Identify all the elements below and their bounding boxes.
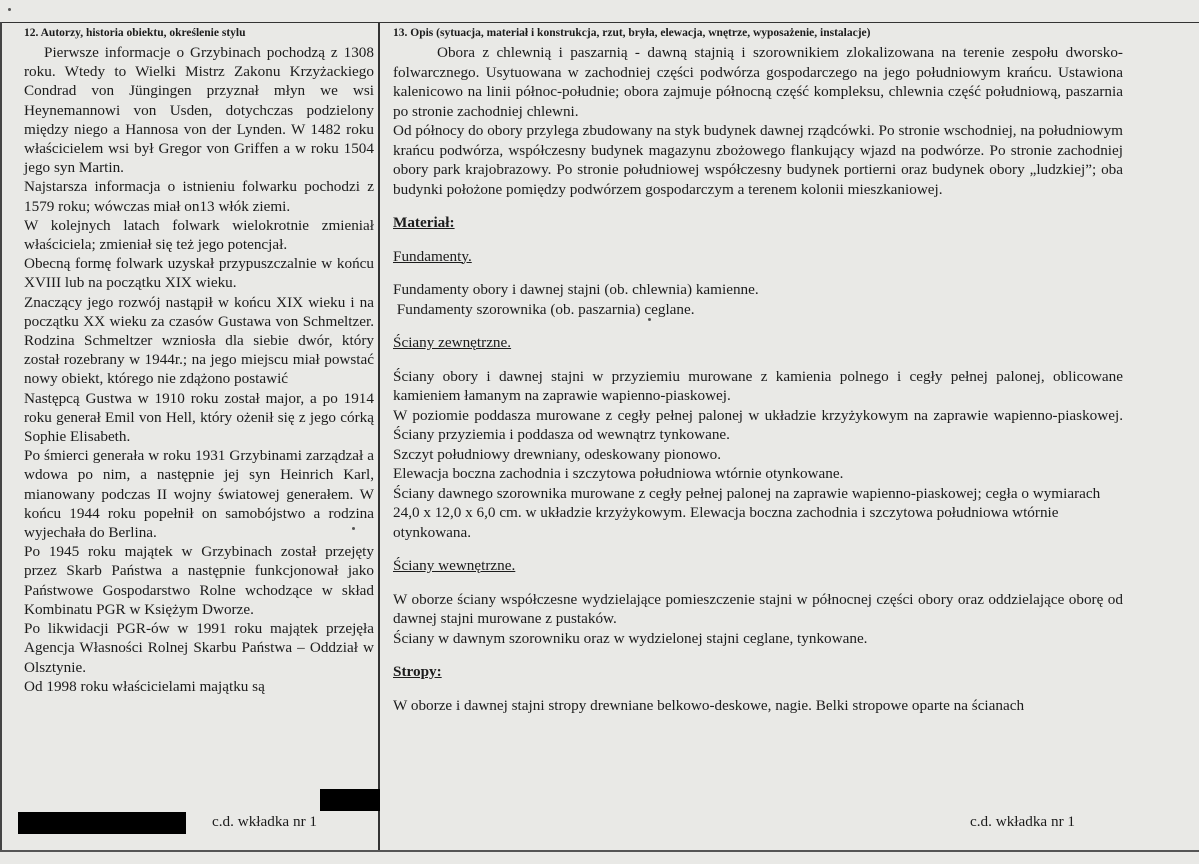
sciany-wewnetrzne-line: W oborze ściany współczesne wydzielające pomieszczenie stajni w północnej części obory oraz oddzielające oborę od dawnej stajni murowane z pustaków. — [393, 590, 1123, 627]
sciany-zewnetrzne-line: Ściany dawnego szorownika murowane z cegły pełnej palonej na zaprawie wapienno-piaskowej; cegła o wymiarach 24,0 x 12,0 x 6,0 cm. w układzie krzyżykowym. Elewacja boczna zachodnia i szczytowa południowa wtórnie otynkowana. — [393, 484, 1101, 541]
stropy-line: W oborze i dawnej stajni stropy drewniane belkowo-deskowe, nagie. Belki stropowe oparte na ścianach — [393, 696, 1025, 714]
sciany-wewnetrzne-title: Ściany wewnętrzne. — [393, 557, 516, 574]
sciany-zewnetrzne-line: Szczyt południowy drewniany, odeskowany pionowo. — [393, 445, 722, 463]
column-divider — [378, 22, 380, 852]
fundamenty-title: Fundamenty. — [393, 247, 472, 265]
description-heading: 13. Opis (sytuacja, materiał i konstrukcja, rzut, bryła, elewacja, wnętrze, wyposażenie, instalacje) — [393, 27, 871, 39]
history-paragraph: W kolejnych latach folwark wielokrotnie zmieniał właściciela; zmieniał się też jego potencjał. — [24, 216, 374, 254]
left-border — [0, 22, 2, 852]
description-text — [393, 43, 1123, 715]
history-paragraph: Następcą Gustwa w 1910 roku został major, a po 1914 roku generał Emil von Hell, który ożenił się z jego córką Sophie Elisabeth. — [24, 389, 374, 446]
stropy-title: Stropy: — [393, 663, 442, 680]
material-title: Materiał: — [393, 214, 455, 231]
scan-speck — [352, 527, 355, 530]
redaction-block — [320, 789, 380, 811]
sciany-wewnetrzne-line: Ściany w dawnym szorowniku oraz w wydzielonej stajni ceglane, tynkowane. — [393, 629, 868, 647]
sciany-zewnetrzne-line: Elewacja boczna zachodnia i szczytowa południowa wtórnie otynkowane. — [393, 465, 844, 482]
history-paragraph: Pierwsze informacje o Grzybinach pochodzą z 1308 roku. Wtedy to Wielki Mistrz Zakonu Krzyżackiego Condrad von Jüngingen przyznał młyn we wsi Heynemannowi von Usden, dotychczas podzielony między niego a Hannosa von der Lynden. W 1482 roku właścicielem wsi był Gregor von Griffen a w roku 1504 jego syn Martin. — [24, 44, 374, 177]
scan-speck — [648, 318, 651, 321]
sciany-zewnetrzne-title: Ściany zewnętrzne. — [393, 334, 512, 351]
history-paragraph: Po likwidacji PGR-ów w 1991 roku majątek przejęła Agencja Własności Rolnej Skarbu Państwa – Oddział w Olsztynie. — [24, 620, 374, 676]
history-heading: 12. Autorzy, historia obiektu, określenie stylu — [24, 27, 246, 39]
continued-note-right: c.d. wkładka nr 1 — [970, 813, 1076, 830]
intro-paragraph: Od północy do obory przylega zbudowany na styk budynek dawnej rządcówki. Po stronie wschodniej, na południowym krańcu podwórza, współczesny budynek magazynu zbożowego flankujący wjazd na podwórze. Po stronie zachodniej obory park krajobrazowy. Po stronie południowej współczesny budynek portierni oraz budynek obory „ludzkiej”; oba budynki położone pomiędzy podwórzem gospodarczym a terenem kolonii mieszkaniowej. — [393, 122, 1123, 198]
history-paragraph: Najstarsza informacja o istnieniu folwarku pochodzi z 1579 roku; wówczas miał on13 włók ziemi. — [24, 178, 374, 215]
history-paragraph: Po śmierci generała w roku 1931 Grzybinami zarządzał a wdowa po nim, a następnie jej syn Heinrich Karl, mianowany podczas II wojny światowej generałem. W końcu 1944 roku popełnił on samobójstwo a rodzina wyjechała do Berlina. — [24, 447, 374, 542]
history-column — [24, 25, 374, 696]
history-paragraph: Znaczący jego rozwój nastąpił w końcu XIX wieku i na początku XX wieku za czasów Gustawa von Schmeltzer. Rodzina Schmeltzer wzniosła dla siebie dwór, który został rozebrany w 1944r.; na jego miejscu miał powstać nowy obiekt, którego nie zdążono postawić — [24, 293, 374, 388]
continued-note-left: c.d. wkładka nr 1 — [212, 813, 318, 830]
scan-speck — [8, 8, 11, 11]
history-paragraph-last: Od 1998 roku właścicielami majątku są — [24, 677, 265, 695]
intro-paragraph: Obora z chlewnią i paszarnią - dawną stajnią i szorownikiem zlokalizowana na terenie zespołu dworsko-folwarcznego. Usytuowana w zachodniej części podwórza gospodarczego na jego południowym krańcu. Ustawiona kalenicowo na linii północ-południe; obora zajmuje północną część kompleksu, chlewnia część południową, paszarnia po stronie zachodniej chlewni. — [393, 44, 1123, 120]
history-text — [24, 43, 374, 696]
sciany-zewnetrzne-line: W poziomie poddasza murowane z cegły pełnej palonej w układzie krzyżykowym na zaprawie wapienno-piaskowej. Ściany przyziemia i poddasza od wewnątrz tynkowane. — [393, 406, 1123, 443]
bottom-border — [0, 850, 1199, 852]
top-border — [0, 22, 1199, 23]
sciany-zewnetrzne-line: Ściany obory i dawnej stajni w przyziemiu murowane z kamienia polnego i cegły pełnej palonej, oblicowane kamieniem łamanym na zaprawie wapienno-piaskowej. — [393, 367, 1123, 404]
history-paragraph: Obecną formę folwark uzyskał przypuszczalnie w końcu XVIII lub na początku XIX wieku. — [24, 255, 374, 292]
description-column — [393, 25, 1123, 715]
fundamenty-line: Fundamenty obory i dawnej stajni (ob. chlewnia) kamienne. — [393, 281, 759, 298]
redaction-block — [18, 812, 186, 834]
fundamenty-line: Fundamenty szorownika (ob. paszarnia) ceglane. — [393, 300, 695, 318]
history-paragraph: Po 1945 roku majątek w Grzybinach został przejęty przez Skarb Państwa a następnie funkcjonował jako Państwowe Gospodarstwo Rolne wchodzące w skład Kombinatu PGR w Księżym Dworze. — [24, 543, 374, 618]
